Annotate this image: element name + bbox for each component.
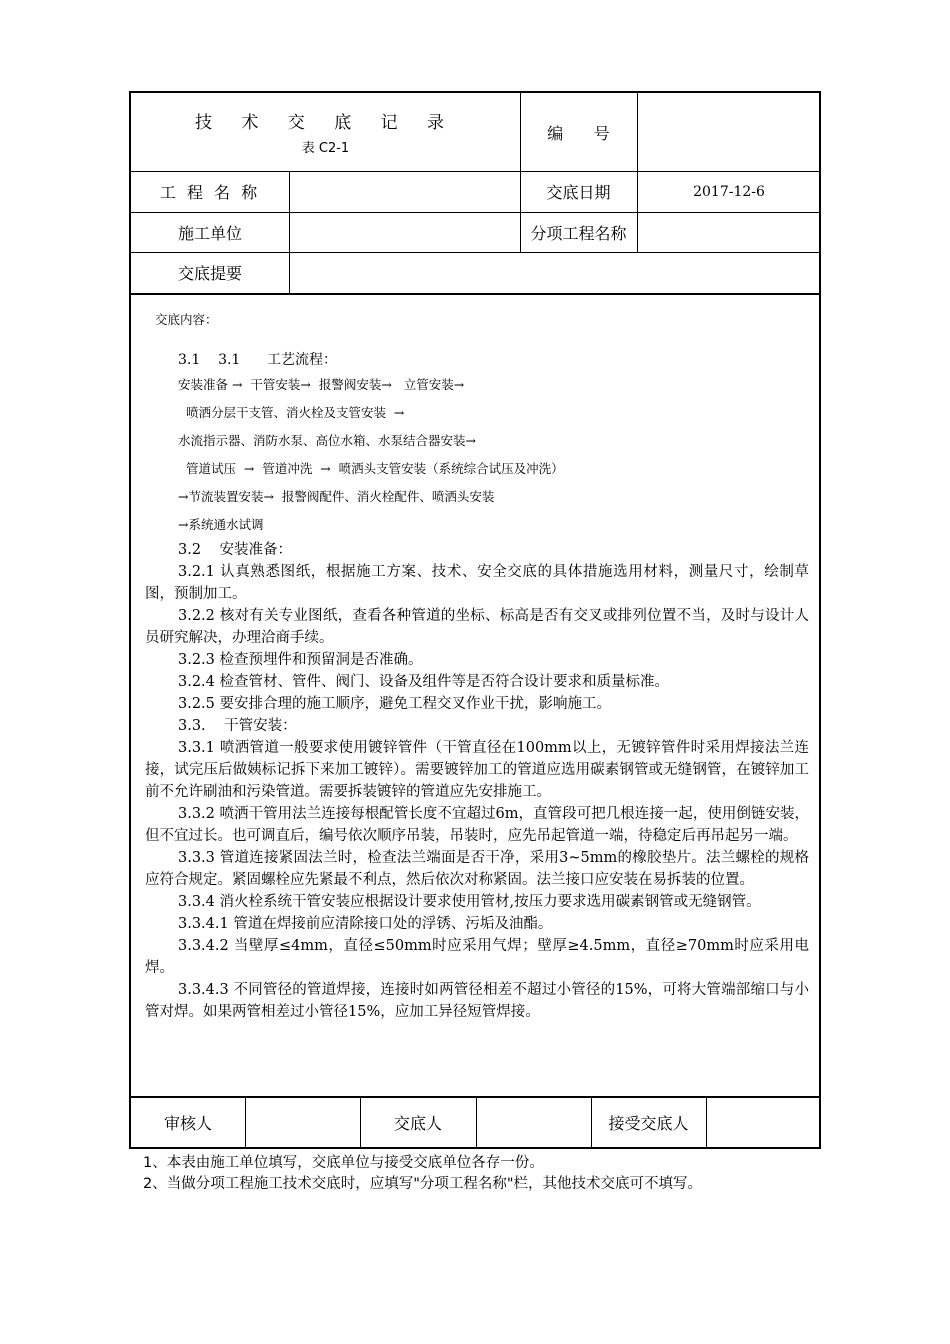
receiver-value[interactable] xyxy=(706,1096,821,1149)
summary-value[interactable] xyxy=(289,252,821,293)
paragraph: 3.2.2 核对有关专业图纸，查看各种管道的坐标、标高是否有交叉或排列位置不当，及时与设计人员研究解决，办理洽商手续。 xyxy=(145,608,809,646)
paragraph: 3.2.4 检查管材、管件、阀门、设备及组件等是否符合设计要求和质量标准。 xyxy=(178,674,670,690)
disclosure-content xyxy=(145,309,809,1023)
form-number: 表 C2-1 xyxy=(301,141,350,156)
section-heading: 3.2 安装准备： xyxy=(178,542,292,558)
form-title: 技 术 交 底 记 录 xyxy=(194,113,457,133)
paragraph: 3.2.1 认真熟悉图纸，根据施工方案、技术、安全交底的具体措施选用材料，测量尺寸，绘制草图，预制加工。 xyxy=(145,564,809,602)
disclosure-date-value[interactable]: 2017-12-6 xyxy=(693,183,765,200)
flow-line: →系统通水试调 xyxy=(178,517,264,532)
flow-line: 水流指示器、消防水泵、高位水箱、水泵结合器安装→ xyxy=(178,433,476,448)
discloser-label: 交底人 xyxy=(393,1114,442,1133)
paragraph: 3.3.2 喷洒干管用法兰连接每根配管长度不宜超过6m，直管段可把几根连接一起，使用倒链安装，但不宜过长。也可调直后，编号依次顺序吊装，吊装时，应先吊起管道一端，待稳定后再吊起另一端。 xyxy=(145,806,809,844)
paragraph: 3.3.4 消火栓系统干管安装应根据设计要求使用管材,按压力要求选用碳素钢管或无缝钢管。 xyxy=(178,894,761,910)
flow-heading: 3.1 3.1 工艺流程： xyxy=(178,352,338,368)
paragraph: 3.3.3 管道连接紧固法兰时，检查法兰端面是否干净，采用3~5mm的橡胶垫片。法兰螺栓的规格应符合规定。紧固螺栓应先紧最不利点，然后依次对称紧固。法兰接口应安装在易拆装的位置。 xyxy=(145,850,809,888)
footnotes xyxy=(143,1153,702,1195)
flow-line: 喷洒分层干支管、消火栓及支管安装 → xyxy=(178,405,405,420)
process-flow xyxy=(145,371,809,539)
reviewer-label: 审核人 xyxy=(163,1114,212,1133)
footnote: 1、本表由施工单位填写，交底单位与接受交底单位各存一份。 xyxy=(143,1155,544,1171)
flow-line: 安装准备 → 干管安装→ 报警阀安装→ 立管安装→ xyxy=(178,377,465,392)
paragraph: 3.3.4.3 不同管径的管道焊接，连接时如两管径相差不超过小管径的15%，可将大管端部缩口与小管对焊。如果两管相差过小管径15%，应加工异径短管焊接。 xyxy=(145,982,809,1020)
section-heading: 3.3. 干管安装： xyxy=(178,718,297,734)
paragraph: 3.3.4.2 当壁厚≤4mm，直径≤50mm时应采用气焊；壁厚≥4.5mm，直径≥70mm时应采用电焊。 xyxy=(145,938,809,976)
serial-number-value[interactable] xyxy=(637,93,821,171)
paragraph: 3.3.4.1 管道在焊接前应清除接口处的浮锈、污垢及油酯。 xyxy=(178,916,553,932)
disclosure-form xyxy=(129,91,821,1149)
content-label: 交底内容： xyxy=(155,312,218,327)
project-name-label: 工 程 名 称 xyxy=(159,183,261,202)
reviewer-value[interactable] xyxy=(245,1096,360,1149)
flow-line: →节流装置安装→ 报警阀配件、消火栓配件、喷洒头安装 xyxy=(178,489,495,504)
row-divider xyxy=(131,293,819,295)
serial-number-label: 编 号 xyxy=(547,123,610,143)
paragraph: 3.2.5 要安排合理的施工顺序，避免工程交叉作业干扰，影响施工。 xyxy=(178,696,612,712)
title-cell xyxy=(131,93,520,171)
sub-project-value[interactable] xyxy=(637,212,821,252)
project-name-value[interactable] xyxy=(289,171,520,212)
receiver-label: 接受交底人 xyxy=(608,1114,689,1133)
disclosure-date-label: 交底日期 xyxy=(546,183,611,202)
sub-project-label: 分项工程名称 xyxy=(530,223,627,243)
construction-unit-value[interactable] xyxy=(289,212,520,252)
discloser-value[interactable] xyxy=(476,1096,591,1149)
footnote: 2、当做分项工程施工技术交底时，应填写"分项工程名称"栏，其他技术交底可不填写。 xyxy=(143,1176,703,1192)
flow-line: 管道试压 → 管道冲洗 → 喷洒头支管安装（系统综合试压及冲洗） xyxy=(178,461,564,476)
paragraph: 3.2.3 检查预埋件和预留洞是否准确。 xyxy=(178,652,423,668)
summary-label: 交底提要 xyxy=(177,264,242,283)
paragraph: 3.3.1 喷洒管道一般要求使用镀锌管件（干管直径在100mm以上，无镀锌管件时采用焊接法兰连接，试完压后做姨标记拆下来加工镀锌）。需要镀锌加工的管道应选用碳素钢管或无缝钢管，在镀锌加工前不允许刷油和污染管道。需要拆装镀锌的管道应先安排施工。 xyxy=(145,740,809,800)
construction-unit-label: 施工单位 xyxy=(177,223,242,243)
